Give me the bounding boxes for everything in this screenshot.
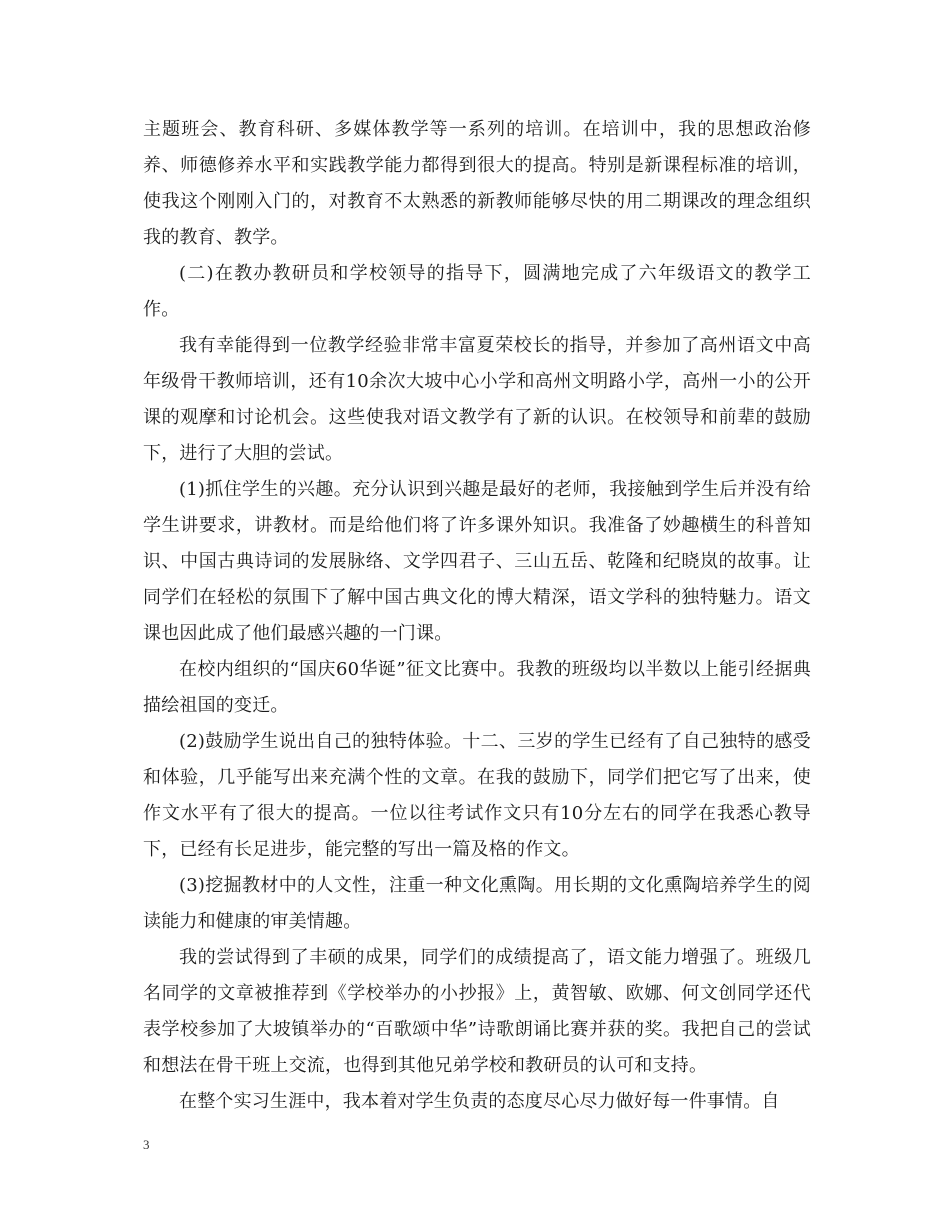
paragraph: (1)抓住学生的兴趣。充分认识到兴趣是最好的老师，我接触到学生后并没有给学生讲要求，讲教材。而是给他们将了许多课外知识。我准备了妙趣横生的科普知识、中国古典诗词的发展脉络、文学四君子、三山五岳、乾隆和纪晓岚的故事。让同学们在轻松的氛围下了解中国古典文化的博大精深，语文学科的独特魅力。语文课也因此成了他们最感兴趣的一门课。 [143, 479, 811, 644]
paragraph: 主题班会、教育科研、多媒体教学等一系列的培训。在培训中，我的思想政治修养、师德修养水平和实践教学能力都得到很大的提高。特别是新课程标准的培训，使我这个刚刚入门的，对教育不太熟悉的新教师能够尽快的用二期课改的理念组织我的教育、教学。 [143, 119, 811, 248]
paragraph: (二)在教办教研员和学校领导的指导下，圆满地完成了六年级语文的教学工作。 [143, 263, 811, 320]
paragraph: 我的尝试得到了丰硕的成果，同学们的成绩提高了，语文能力增强了。班级几名同学的文章被推荐到《学校举办的小抄报》上，黄智敏、欧娜、何文创同学还代表学校参加了大坡镇举办的“百歌颂中华”诗歌朗诵比赛并获的奖。我把自己的尝试和想法在骨干班上交流，也得到其他兄弟学校和教研员的认可和支持。 [143, 947, 811, 1076]
paragraph: 在整个实习生涯中，我本着对学生负责的态度尽心尽力做好每一件事情。自 [179, 1091, 780, 1112]
paragraph: 我有幸能得到一位教学经验非常丰富夏荣校长的指导，并参加了高州语文中高年级骨干教师培训，还有10余次大坡中心小学和高州文明路小学，高州一小的公开课的观摩和讨论机会。这些使我对语文教学有了新的认识。在校领导和前辈的鼓励下，进行了大胆的尝试。 [143, 335, 811, 464]
paragraph: (2)鼓励学生说出自己的独特体验。十二、三岁的学生已经有了自己独特的感受和体验，几乎能写出来充满个性的文章。在我的鼓励下，同学们把它写了出来，使作文水平有了很大的提高。一位以往考试作文只有10分左右的同学在我悉心教导下，已经有长足进步，能完整的写出一篇及格的作文。 [143, 731, 811, 860]
paragraph: 在校内组织的“国庆60华诞”征文比赛中。我教的班级均以半数以上能引经据典描绘祖国的变迁。 [143, 659, 811, 716]
body-text [143, 112, 811, 1120]
paragraph: (3)挖掘教材中的人文性，注重一种文化熏陶。用长期的文化熏陶培养学生的阅读能力和健康的审美情趣。 [143, 875, 811, 932]
page-number: 3 [143, 1137, 150, 1152]
